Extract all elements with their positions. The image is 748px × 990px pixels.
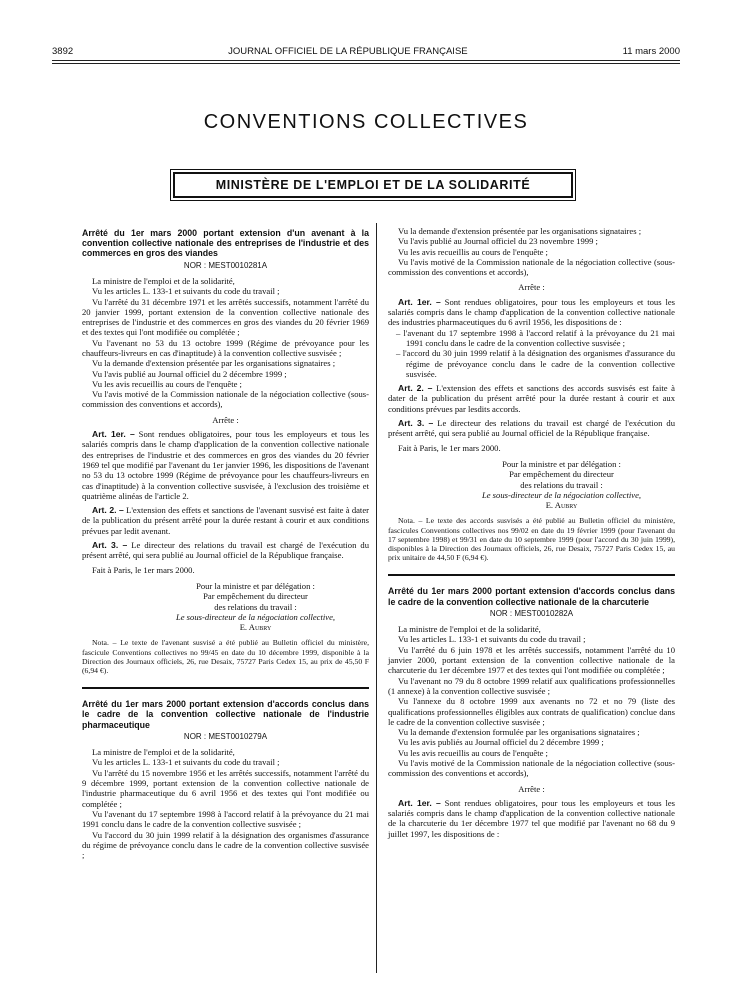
article-separator xyxy=(388,574,675,576)
article-label: Art. 1er. – xyxy=(92,429,135,440)
nor-reference: NOR : MEST0010281A xyxy=(183,260,268,270)
article-label: Art. 2. – xyxy=(398,383,433,394)
visa-line: Vu les articles L. 133-1 et suivants du code du travail ; xyxy=(398,634,586,645)
article-label: Art. 3. – xyxy=(398,418,434,429)
visa-line: Vu l'arrêté du 31 décembre 1971 et les arrêtés successifs, notamment l'arrêté du 20 janvier 1999, portant extension de la convention collective nationale des entreprises de l'industrie et des commerces en gros des viandes du 20 février 1969 et des textes qui l'ont modifiée ou complétée ; xyxy=(82,296,369,338)
running-header xyxy=(52,44,680,58)
article-label: Art. 2. – xyxy=(92,505,124,516)
signatory-name: E. Aubry xyxy=(545,500,578,511)
article-text: L'extension des effets et sanctions de l'avenant susvisé est faite à dater de la publication du présent arrêté pour la durée restant à courir et aux conditions prévues par ledit avenant. xyxy=(82,505,369,536)
list-item: – l'accord du 30 juin 1999 relatif à la désignation des organismes d'assurance du régime de prévoyance conclu dans le cadre de la convention collective susvisée. xyxy=(396,348,675,379)
article-separator xyxy=(82,687,369,689)
right-column xyxy=(388,226,675,839)
visa-line: Vu l'avenant du 17 septembre 1998 à l'accord relatif à la prévoyance du 21 mai 1991 conclu dans le cadre de la convention collective susvisée ; xyxy=(82,808,369,830)
signature-line: Par empêchement du directeur xyxy=(203,591,308,602)
article-3 xyxy=(388,418,675,439)
signature-line: Par empêchement du directeur xyxy=(509,469,614,480)
article-2 xyxy=(388,383,675,414)
arrete-title: Arrêté du 1er mars 2000 portant extension d'un avenant à la convention collective nationale des entreprises de l'industrie et des commerces en gros des viandes xyxy=(82,228,369,259)
arrete-label: Arrête : xyxy=(518,783,545,794)
visa-line: Vu les avis recueillis au cours de l'enquête ; xyxy=(92,378,242,389)
visa-line: Vu les avis publiés au Journal officiel du 2 décembre 1999 ; xyxy=(398,737,604,748)
signature-line: des relations du travail : xyxy=(214,601,297,612)
publication-note: Nota. – Le texte des accords susvisés a été publié au Bulletin officiel du ministère, fascicules Conventions collectives nos 99/02 en date du 19 février 1999 (pour l'avenant du 17 septembre 1998) et 99/31 en date du 10 septembre 1999 (pour l'accord du 30 juin 1999), disponibles à la Direction des Journaux officiels, 26, rue Desaix, 75727 Paris Cedex 15, au prix unitaire de 44,50 F (6,94 €). xyxy=(388,516,675,563)
visa-line: Vu l'avis motivé de la Commission nationale de la négociation collective (sous-commission des conventions et accords), xyxy=(388,256,675,278)
visa-line: Vu l'arrêté du 6 juin 1978 et les arrêtés successifs, notamment l'arrêté du 10 janvier 2000, portant extension de la convention collective nationale de la charcuterie du 1er décembre 1977 et des textes qui l'ont modifiée ou complétée ; xyxy=(388,644,675,676)
visa-line: La ministre de l'emploi et de la solidarité, xyxy=(398,624,541,635)
article-1 xyxy=(388,297,675,328)
left-column xyxy=(82,226,369,860)
visa-line: Vu l'avis motivé de la Commission nationale de la négociation collective (sous-commission des conventions et accords), xyxy=(82,389,369,410)
visa-line: Vu l'avis motivé de la Commission nationale de la négociation collective (sous-commission des conventions et accords), xyxy=(388,758,675,779)
nor-reference: NOR : MEST0010279A xyxy=(183,731,268,741)
signature-date: Fait à Paris, le 1er mars 2000. xyxy=(92,564,195,575)
article-text: L'extension des effets et sanctions des accords susvisés est faite à dater de la publication du présent arrêté pour la durée restant à courir et aux conditions prévues par lesdits accords. xyxy=(388,383,675,414)
article-text: Sont rendues obligatoires, pour tous les employeurs et tous les salariés compris dans le champ d'application de la convention collective nationale des entreprises de l'industrie et des commerces en gros des viandes du 20 février 1969 tel que modifié par l'avenant du 1er janvier 1996, les dispositions de l'avenant no 53 du 13 octobre 1999 (Régime de prévoyance pour les chauffeurs-livreurs en cas d'inaptitude) à la convention collective susvisée, à l'exclusion des troisième et quatrième alinéas de l'article 2. xyxy=(82,429,370,501)
visa-line: Vu l'avis publié au Journal officiel du 23 novembre 1999 ; xyxy=(398,236,598,247)
signatory-name: E. Aubry xyxy=(239,622,272,633)
visa-line: Vu l'avenant no 53 du 13 octobre 1999 (Régime de prévoyance pour les chauffeurs-livreurs en cas d'inaptitude) à la convention collective susvisée ; xyxy=(82,337,369,358)
visa-line: Vu la demande d'extension formulée par les organisations signataires ; xyxy=(398,727,640,738)
visa-line: Vu la demande d'extension présentée par les organisations signataires ; xyxy=(92,358,336,369)
visa-line: Vu l'avenant no 79 du 8 octobre 1999 relatif aux qualifications professionnelles (1 annexe) à la convention collective susvisée ; xyxy=(388,675,675,696)
nor-reference: NOR : MEST0010282A xyxy=(489,608,574,618)
issue-date: 11 mars 2000 xyxy=(622,45,680,57)
article-text: Le directeur des relations du travail est chargé de l'exécution du présent arrêté, qui sera publié au Journal officiel de la République française. xyxy=(82,540,369,561)
page-number: 3892 xyxy=(52,45,74,57)
article-label: Art. 1er. – xyxy=(398,296,441,307)
signature-line: Pour la ministre et par délégation : xyxy=(502,458,621,469)
article-2 xyxy=(82,505,369,536)
article-3 xyxy=(82,540,369,561)
signature-line: Le sous-directeur de la négociation collective, xyxy=(481,489,642,500)
visa-line: Vu la demande d'extension présentée par les organisations signataires ; xyxy=(398,226,642,236)
list-item: – l'avenant du 17 septembre 1998 à l'accord relatif à la prévoyance du 21 mai 1991 conclu dans le cadre de la convention collective susvisée ; xyxy=(396,327,675,348)
visa-line: Vu les articles L. 133-1 et suivants du code du travail ; xyxy=(92,757,280,768)
article-label: Art. 1er. – xyxy=(398,797,441,808)
visa-line: Vu l'annexe du 8 octobre 1999 aux avenants no 72 et no 79 (liste des qualifications professionnelles éligibles aux contrats de qualification) conclue dans le cadre de la convention collective susvisée ; xyxy=(388,696,675,727)
arrete-title: Arrêté du 1er mars 2000 portant extension d'accords conclus dans le cadre de la convention collective nationale de la charcuterie xyxy=(388,586,675,607)
section-title: CONVENTIONS COLLECTIVES xyxy=(203,111,529,133)
article-text: Sont rendues obligatoires, pour tous les employeurs et tous les salariés compris dans le champ d'application de la convention collective nationale des industries pharmaceutiques du 6 avril 1956, les dispositions de : xyxy=(388,296,676,328)
article-1 xyxy=(388,798,675,839)
visa-line: Vu l'avis publié au Journal officiel du 2 décembre 1999 ; xyxy=(92,368,287,379)
visa-line: Vu les articles L. 133-1 et suivants du code du travail ; xyxy=(92,286,280,297)
header-rule-top xyxy=(52,60,680,61)
publication-note: Nota. – Le texte de l'avenant susvisé a été publié au Bulletin officiel du ministère, fascicule Conventions collectives no 99/45 en date du 10 décembre 1999, disponible à la Direction des Journaux officiels, 26, rue Desaix, 75727 Paris Cedex 15, au prix de 45,50 F (6,94 €). xyxy=(82,638,369,676)
visa-line: La ministre de l'emploi et de la solidarité, xyxy=(92,747,235,758)
ministry-box: MINISTÈRE DE L'EMPLOI ET DE LA SOLIDARITÉ xyxy=(173,172,573,198)
visa-line: Vu les avis recueillis au cours de l'enquête ; xyxy=(398,747,548,758)
signature-line: Pour la ministre et par délégation : xyxy=(196,580,315,591)
article-1 xyxy=(82,429,369,501)
signature-date: Fait à Paris, le 1er mars 2000. xyxy=(398,442,501,453)
article-label: Art. 3. – xyxy=(92,540,128,551)
visa-line: Vu l'arrêté du 15 novembre 1956 et les arrêtés successifs, notamment l'arrêté du 9 décembre 1999, portant extension de la convention collective nationale de l'industrie pharmaceutique du 6 avril 1956 et des textes qui l'ont modifiée ou complétée ; xyxy=(82,767,369,809)
column-divider xyxy=(376,223,377,973)
visa-line: Vu l'accord du 30 juin 1999 relatif à la désignation des organismes d'assurance du régime de prévoyance conclu dans le cadre de la convention collective susvisée ; xyxy=(82,829,369,861)
visa-line: La ministre de l'emploi et de la solidarité, xyxy=(92,275,235,286)
signature-line: des relations du travail : xyxy=(520,479,603,490)
article-text: Sont rendues obligatoires, pour tous les employeurs et tous les salariés compris dans le champ d'application de la convention collective nationale de la charcuterie du 1er décembre 1977 tel que modifié par l'avenant no 68 du 9 juillet 1997, les dispositions de : xyxy=(388,797,676,839)
signature-line: Le sous-directeur de la négociation collective, xyxy=(175,611,336,622)
visa-line: Vu les avis recueillis au cours de l'enquête ; xyxy=(398,246,548,257)
article-text: Le directeur des relations du travail est chargé de l'exécution du présent arrêté, qui sera publié au Journal officiel de la République française. xyxy=(388,418,675,439)
journal-title: JOURNAL OFFICIEL DE LA RÉPUBLIQUE FRANÇAISE xyxy=(228,45,468,57)
arrete-label: Arrête : xyxy=(212,414,239,425)
header-rule-bottom xyxy=(52,63,680,64)
arrete-title: Arrêté du 1er mars 2000 portant extension d'accords conclus dans le cadre de la convention collective nationale de l'industrie pharmaceutique xyxy=(82,699,369,730)
arrete-label: Arrête : xyxy=(518,282,545,293)
